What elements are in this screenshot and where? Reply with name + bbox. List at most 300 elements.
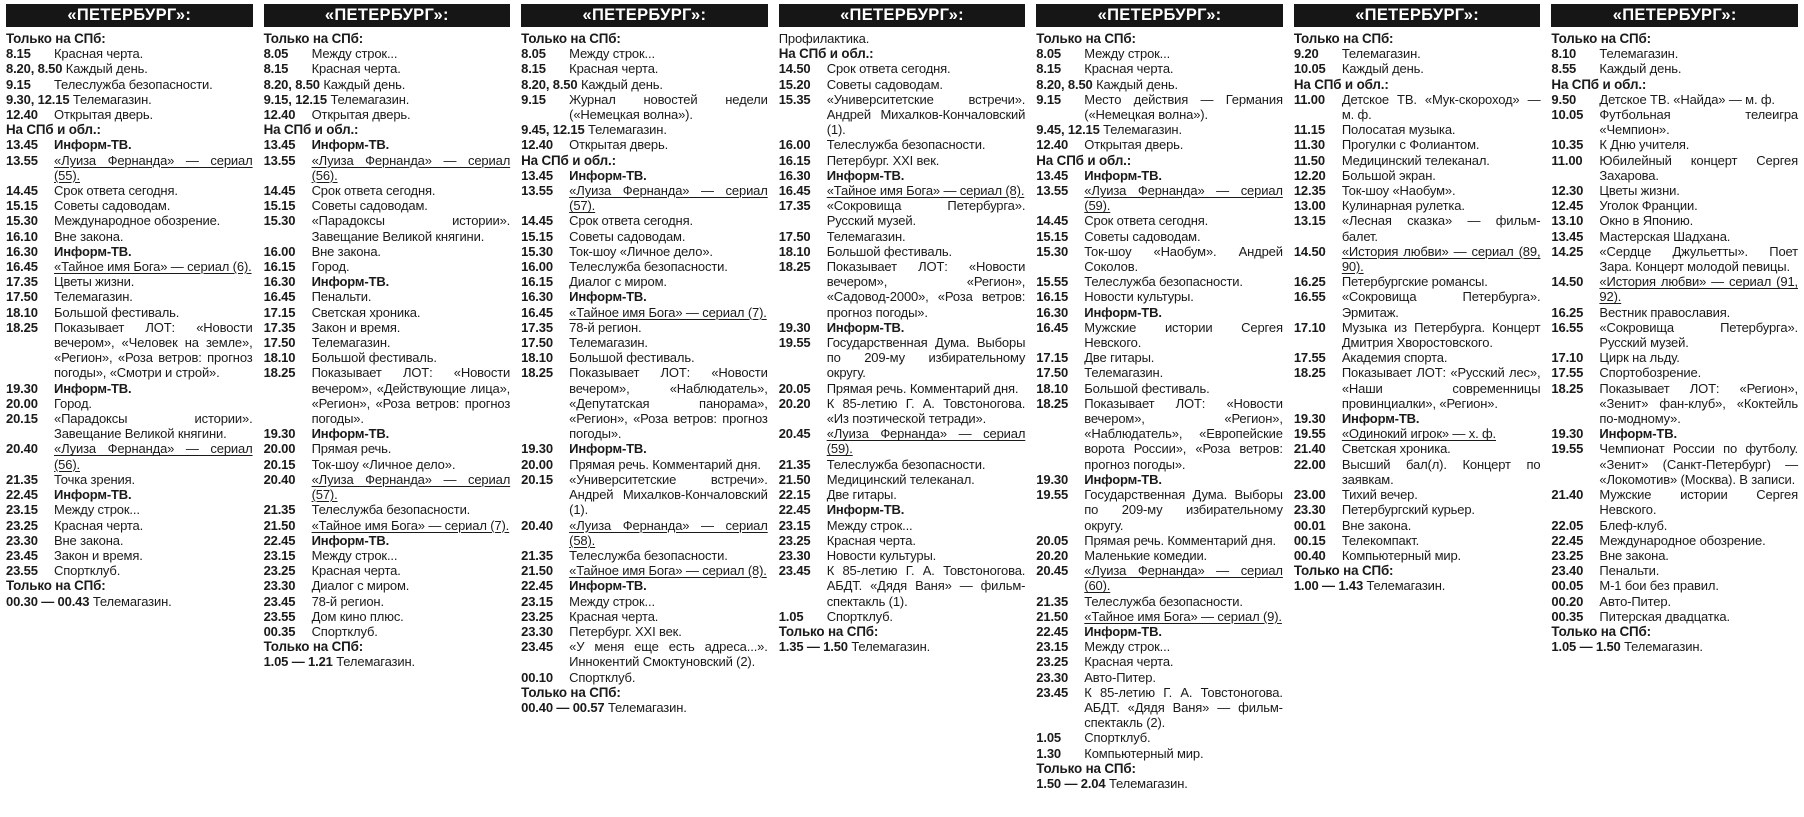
time-label: 18.10 (263, 350, 296, 366)
schedule-row (1551, 548, 1798, 563)
schedule-row (779, 137, 1026, 152)
time-label: 18.25 (1551, 380, 1584, 396)
time-label: 19.30 (6, 380, 38, 396)
time-label: 16.15 (263, 259, 296, 275)
programme-title: Красная черта. (54, 46, 144, 62)
programme-title: Показывает ЛОТ: «Регион», «Зенит» фан-клуб», «Коктейль по-модному». (1599, 380, 1798, 427)
schedule-row (521, 305, 768, 320)
time-label: 20.45 (778, 426, 811, 442)
programme-title: «Сокровища Петербурга». Эрмитаж. (1341, 289, 1541, 320)
programme-title: Показывает ЛОТ: «Русский лес», «Наши современницы провинциалки», «Регион». (1341, 365, 1541, 411)
schedule-row (521, 61, 768, 76)
time-label: 8.15 (521, 61, 546, 77)
programme-title: Ток-шоу «Личное дело». (311, 456, 456, 472)
programme-title: Ток-шоу «Личное дело». (569, 243, 713, 259)
time-label: 16.00 (521, 259, 553, 275)
schedule-row (264, 244, 511, 259)
schedule-row (521, 609, 768, 624)
time-label: 1.00 — 1.43 (1293, 578, 1364, 594)
time-label: 19.55 (1551, 441, 1584, 457)
schedule-row (264, 320, 511, 335)
programme-title: Большой фестиваль. (1084, 380, 1210, 396)
programme-title: Телемагазин. (54, 289, 133, 305)
schedule-list (520, 31, 769, 715)
programme-title: Информ-ТВ. (311, 137, 390, 153)
programme-title: Город. (54, 395, 92, 411)
programme-title: Большой фестиваль. (826, 243, 952, 259)
programme-title: Телеслужба безопасности. (1084, 274, 1243, 290)
schedule-row (6, 594, 253, 609)
schedule-row (1551, 639, 1798, 654)
schedule-row (521, 441, 768, 456)
time-label: 15.35 (778, 91, 811, 107)
channel-header: «ПЕТЕРБУРГ»: (779, 4, 1026, 27)
schedule-row (1294, 213, 1541, 243)
schedule-row (521, 244, 768, 259)
time-label: 8.20, 8.50 (521, 76, 578, 92)
time-label: 14.45 (6, 183, 38, 199)
schedule-row (264, 365, 511, 426)
time-label: 20.40 (521, 517, 553, 533)
schedule-row (1036, 46, 1283, 61)
time-label: 1.35 — 1.50 (778, 639, 848, 655)
programme-title: Между строк... (1084, 46, 1171, 62)
schedule-row (521, 457, 768, 472)
programme-title: Советы садоводам. (569, 228, 686, 244)
schedule-row (1551, 381, 1798, 427)
schedule-row (264, 213, 511, 243)
schedule-row (1294, 426, 1541, 441)
schedule-row (1551, 244, 1798, 274)
time-label: 13.45 (6, 137, 38, 153)
programme-title: К 85-летию Г. А. Товстоногова. АБДТ. «Дядя Ваня» — фильм-спектакль (2). (1084, 684, 1283, 731)
schedule-row (1294, 457, 1541, 487)
schedule-row (1551, 46, 1798, 61)
time-label: 12.30 (1551, 183, 1584, 199)
time-label: 00.40 (1293, 547, 1326, 563)
time-label: 9.15 (521, 91, 546, 107)
time-label: 18.10 (521, 350, 553, 366)
programme-title: Телеслужба безопасности. (826, 456, 986, 472)
programme-title: Диалог с миром. (569, 274, 667, 290)
schedule-row (1551, 107, 1798, 137)
time-label: 21.35 (521, 547, 553, 563)
schedule-row (521, 518, 768, 548)
schedule-row (6, 518, 253, 533)
schedule-row (264, 472, 511, 502)
programme-title: Телемагазин. (607, 699, 687, 715)
schedule-row (6, 92, 253, 107)
schedule-row (1551, 198, 1798, 213)
schedule-list (263, 31, 512, 670)
time-label: 13.45 (521, 167, 553, 183)
schedule-row (264, 533, 511, 548)
schedule-row (264, 426, 511, 441)
schedule-row (521, 624, 768, 639)
schedule-row (1036, 381, 1283, 396)
channel-header: «ПЕТЕРБУРГ»: (6, 4, 253, 27)
schedule-row (1036, 122, 1283, 137)
schedule-row (6, 305, 253, 320)
time-label: 15.20 (778, 76, 811, 92)
time-label: 17.15 (1036, 350, 1069, 366)
schedule-row (264, 518, 511, 533)
programme-title: Медицинский телеканал. (826, 471, 975, 487)
time-label: 9.45, 12.15 (1036, 122, 1100, 138)
schedule-row (521, 183, 768, 213)
programme-title: Между строк... (569, 46, 655, 62)
programme-title: Кулинарная рулетка. (1341, 198, 1465, 214)
programme-title: Советы садоводам. (311, 198, 428, 214)
time-label: 23.25 (1551, 547, 1584, 563)
schedule-row (1294, 92, 1541, 122)
programme-title: Вне закона. (1599, 547, 1669, 563)
programme-title: Государственная Дума. Выборы по 209-му избирательному округу. (1084, 487, 1283, 533)
time-label: 19.55 (1036, 487, 1069, 503)
programme-title: «Луиза Фернанда» — сериал (58). (569, 517, 768, 548)
time-label: 20.40 (263, 471, 296, 487)
time-label: 8.20, 8.50 (6, 61, 63, 77)
programme-title: Международное обозрение. (54, 213, 221, 229)
time-label: 16.45 (263, 289, 296, 305)
time-label: 20.00 (6, 395, 38, 411)
time-label: 21.50 (521, 563, 553, 579)
time-label: 18.10 (1036, 380, 1069, 396)
time-label: 9.30, 12.15 (6, 91, 70, 107)
schedule-row (264, 594, 511, 609)
time-label: 00.40 — 00.57 (521, 699, 605, 715)
time-label: 8.05 (521, 46, 546, 62)
time-label: 18.10 (6, 304, 38, 320)
programme-title: Телемагазин. (1084, 365, 1164, 381)
programme-title: «Луиза Фернанда» — сериал (57). (569, 183, 768, 214)
programme-title: Информ-ТВ. (311, 274, 390, 290)
programme-title: Город. (311, 259, 350, 275)
schedule-row (521, 229, 768, 244)
programme-title: Вестник православия. (1599, 304, 1731, 320)
programme-title: Международное обозрение. (1599, 532, 1766, 548)
programme-title: Цветы жизни. (54, 274, 135, 290)
time-label: 10.35 (1551, 137, 1584, 153)
time-label: 16.30 (263, 274, 296, 290)
time-label: 17.35 (778, 198, 811, 214)
programme-title: Красная черта. (311, 563, 401, 579)
programme-title: Каждый день. (580, 76, 663, 92)
time-label: 23.30 (263, 578, 296, 594)
schedule-row (1551, 153, 1798, 183)
schedule-row (1294, 153, 1541, 168)
time-label: 23.30 (1036, 669, 1069, 685)
schedule-row (1036, 563, 1283, 593)
schedule-row (264, 153, 511, 183)
time-label: 23.15 (1036, 639, 1069, 655)
schedule-row (264, 107, 511, 122)
programme-title: Открытая дверь. (1084, 137, 1184, 153)
schedule-row (1551, 183, 1798, 198)
programme-title: Информ-ТВ. (1341, 411, 1420, 427)
programme-title: «Парадоксы истории». Завещание Великой княгини. (311, 213, 511, 244)
schedule-row (1036, 92, 1283, 122)
schedule-row (1294, 289, 1541, 319)
programme-title: Две гитары. (826, 487, 897, 503)
section-heading: На СПб и обл.: (778, 46, 874, 62)
time-label: 16.30 (6, 243, 38, 259)
schedule-row (1036, 183, 1283, 213)
schedule-row (521, 274, 768, 289)
time-label: 16.30 (778, 167, 811, 183)
time-label: 23.25 (778, 532, 811, 548)
time-label: 22.45 (263, 532, 296, 548)
time-label: 22.15 (778, 487, 811, 503)
section-heading: Только на СПб: (6, 578, 106, 594)
programme-title: К 85-летию Г. А. Товстоногова. «Из поэтической тетради». (826, 395, 1026, 427)
schedule-row (1551, 320, 1798, 350)
programme-title: «Тайное имя Бога» — сериал (7). (569, 304, 767, 320)
programme-title: Телемагазин. (588, 122, 667, 138)
schedule-row (1294, 168, 1541, 183)
schedule-row (1551, 533, 1798, 548)
section-heading: Только на СПб: (778, 623, 879, 639)
time-label: 23.40 (1551, 563, 1584, 579)
time-label: 23.25 (521, 608, 553, 624)
schedule-row (1036, 746, 1283, 761)
schedule-row (1036, 137, 1283, 152)
time-label: 23.15 (521, 593, 553, 609)
time-label: 20.00 (263, 441, 296, 457)
time-label: 13.55 (1036, 183, 1069, 199)
programme-title: Прямая речь. (311, 441, 392, 457)
schedule-row (264, 502, 511, 517)
programme-title: Телемагазин. (851, 639, 931, 655)
programme-title: Красная черта. (311, 61, 401, 77)
programme-title: Журнал новостей недели («Немецкая волна»). (569, 91, 768, 123)
time-label: 18.25 (1036, 395, 1069, 411)
schedule-row (1551, 578, 1798, 593)
schedule-row (1294, 244, 1541, 274)
time-label: 12.40 (521, 137, 553, 153)
programme-title: «Лесная сказка» — фильм-балет. (1341, 213, 1541, 244)
programme-title: Красная черта. (569, 61, 659, 77)
programme-title: Телемагазин. (826, 228, 906, 244)
schedule-row (264, 183, 511, 198)
schedule-row (264, 654, 511, 669)
time-label: 19.55 (1293, 426, 1326, 442)
time-label: 23.30 (1293, 502, 1326, 518)
programme-title: Две гитары. (1084, 350, 1155, 366)
time-label: 8.55 (1551, 61, 1577, 77)
time-label: 8.20, 8.50 (1036, 76, 1093, 92)
schedule-row (521, 563, 768, 578)
schedule-row (1551, 229, 1798, 244)
programme-title: Дом кино плюс. (311, 608, 404, 624)
section-heading: На СПб и обл.: (1036, 152, 1132, 168)
schedule-row (1036, 77, 1283, 92)
programme-title: Информ-ТВ. (826, 319, 905, 335)
programme-title: Телемагазин. (72, 91, 152, 107)
time-label: 23.45 (778, 563, 811, 579)
schedule-row (779, 381, 1026, 396)
programme-title: Тихий вечер. (1341, 487, 1418, 503)
programme-title: Спортклуб. (54, 563, 121, 579)
channel-header: «ПЕТЕРБУРГ»: (264, 4, 511, 27)
programme-title: Новости культуры. (826, 547, 937, 563)
time-label: 9.15, 12.15 (263, 91, 327, 107)
programme-title: Вне закона. (311, 243, 381, 259)
schedule-row (6, 441, 253, 471)
time-label: 19.30 (778, 319, 811, 335)
programme-title: «Парадоксы истории». Завещание Великой княгини. (54, 411, 253, 442)
schedule-row (1036, 487, 1283, 533)
programme-title: Прямая речь. Комментарий дня. (569, 456, 761, 472)
programme-title: Советы садоводам. (826, 76, 943, 92)
time-label: 21.35 (1036, 593, 1069, 609)
time-label: 13.55 (521, 183, 553, 199)
schedule-row (1036, 168, 1283, 183)
time-label: 11.30 (1293, 137, 1325, 153)
programme-title: «Луиза Фернанда» — сериал (60). (1084, 563, 1283, 594)
programme-title: Информ-ТВ. (569, 289, 647, 305)
programme-title: Информ-ТВ. (569, 578, 647, 594)
schedule-row (6, 274, 253, 289)
schedule-row (1036, 685, 1283, 731)
schedule-row (1551, 350, 1798, 365)
programme-title: Советы садоводам. (54, 198, 171, 214)
programme-title: Телеслужба безопасности. (54, 76, 213, 92)
programme-title: Показывает ЛОТ: «Новости вечером», «Регион», «Наблюдатель», «Европейские ворота России», «Роза ветров: прогноз погоды». (1084, 395, 1283, 472)
time-label: 00.05 (1551, 578, 1584, 594)
time-label: 22.45 (1551, 532, 1584, 548)
schedule-row (6, 320, 253, 381)
section-heading: Только на СПб: (1551, 623, 1651, 639)
time-label: 16.25 (1293, 274, 1326, 290)
programme-title: Красная черта. (826, 532, 916, 548)
schedule-row (1294, 320, 1541, 350)
time-label: 14.45 (521, 213, 553, 229)
programme-title: «История любви» — сериал (91, 92). (1599, 274, 1798, 305)
schedule-row (779, 487, 1026, 502)
time-label: 17.35 (6, 274, 38, 290)
time-label: 15.30 (6, 213, 38, 229)
time-label: 18.25 (521, 365, 553, 381)
schedule-row (521, 350, 768, 365)
schedule-row (1036, 289, 1283, 304)
programme-title: Ток-шоу «Наобум». Андрей Соколов. (1084, 243, 1283, 275)
programme-title: Закон и время. (311, 319, 401, 335)
programme-title: Информ-ТВ. (826, 167, 905, 183)
programme-title: Срок ответа сегодня. (54, 183, 178, 199)
schedule-row (521, 77, 768, 92)
schedule-row (779, 259, 1026, 320)
programme-title: Телеслужба безопасности. (826, 137, 986, 153)
programme-title: Спортклуб. (826, 608, 893, 624)
time-label: 23.15 (6, 502, 38, 518)
programme-title: Телеслужба безопасности. (569, 547, 728, 563)
programme-title: Прогулки с Фолиантом. (1341, 137, 1480, 153)
schedule-row (779, 518, 1026, 533)
time-label: 17.50 (6, 289, 38, 305)
programme-title: Телемагазин. (569, 335, 648, 351)
schedule-row (779, 77, 1026, 92)
schedule-row (264, 274, 511, 289)
time-label: 16.45 (778, 183, 811, 199)
time-label: 17.15 (263, 304, 296, 320)
schedule-row (1036, 365, 1283, 380)
time-label: 23.15 (263, 547, 296, 563)
schedule-row (1294, 548, 1541, 563)
time-label: 19.30 (263, 426, 296, 442)
programme-title: Светская хроника. (1341, 441, 1451, 457)
programme-title: Каждый день. (323, 76, 406, 92)
programme-title: «Сокровища Петербурга». Русский музей. (1599, 319, 1798, 351)
section-heading: Только на СПб: (521, 684, 621, 700)
tv-column (263, 3, 512, 791)
time-label: 20.15 (6, 411, 38, 427)
time-label: 16.25 (1551, 304, 1584, 320)
schedule-row (1036, 776, 1283, 791)
schedule-row (1294, 578, 1541, 593)
schedule-row (1036, 274, 1283, 289)
time-label: 10.05 (1293, 61, 1326, 77)
time-label: 18.10 (778, 243, 811, 259)
schedule-list (5, 31, 254, 609)
schedule-row (264, 441, 511, 456)
time-label: 14.50 (778, 61, 811, 77)
programme-title: Срок ответа сегодня. (569, 213, 693, 229)
time-label: 12.35 (1293, 183, 1326, 199)
programme-title: Петербургский курьер. (1341, 502, 1475, 518)
time-label: 1.05 — 1.21 (263, 654, 333, 670)
time-label: 16.15 (521, 274, 553, 290)
schedule-row (521, 137, 768, 152)
programme-title: Телемагазин. (330, 91, 410, 107)
schedule-row (1551, 487, 1798, 517)
programme-title: Блеф-клуб. (1599, 517, 1668, 533)
schedule-row (521, 168, 768, 183)
programme-title: Большой экран. (1341, 167, 1436, 183)
schedule-row (1294, 122, 1541, 137)
schedule-row (1551, 274, 1798, 304)
schedule-row (779, 229, 1026, 244)
schedule-row (264, 335, 511, 350)
programme-title: Петербургские романсы. (1341, 274, 1488, 290)
programme-title: Спортклуб. (1084, 730, 1151, 746)
section-heading: Только на СПб: (263, 639, 364, 655)
time-label: 22.05 (1551, 517, 1584, 533)
schedule-row (521, 670, 768, 685)
time-label: 21.40 (1551, 487, 1584, 503)
programme-title: Открытая дверь. (54, 107, 153, 123)
time-label: 19.30 (1293, 411, 1326, 427)
time-label: 13.45 (263, 137, 296, 153)
time-label: 20.05 (778, 380, 811, 396)
time-label: 20.40 (6, 441, 38, 457)
time-label: 8.15 (6, 46, 31, 62)
schedule-row (779, 639, 1026, 654)
time-label: 17.50 (263, 335, 296, 351)
schedule-row (6, 61, 253, 76)
programme-title: Вне закона. (1341, 517, 1412, 533)
section-heading: На СПб и обл.: (521, 152, 616, 168)
programme-title: Красная черта. (1084, 654, 1174, 670)
programme-title: Советы садоводам. (1084, 228, 1201, 244)
time-label: 18.25 (6, 319, 38, 335)
schedule-row (779, 198, 1026, 228)
schedule-row (264, 92, 511, 107)
schedule-row (779, 61, 1026, 76)
programme-title: Ток-шоу «Наобум». (1341, 183, 1456, 199)
programme-title: «Луиза Фернанда» — сериал (59). (1084, 183, 1283, 214)
schedule-row (264, 350, 511, 365)
